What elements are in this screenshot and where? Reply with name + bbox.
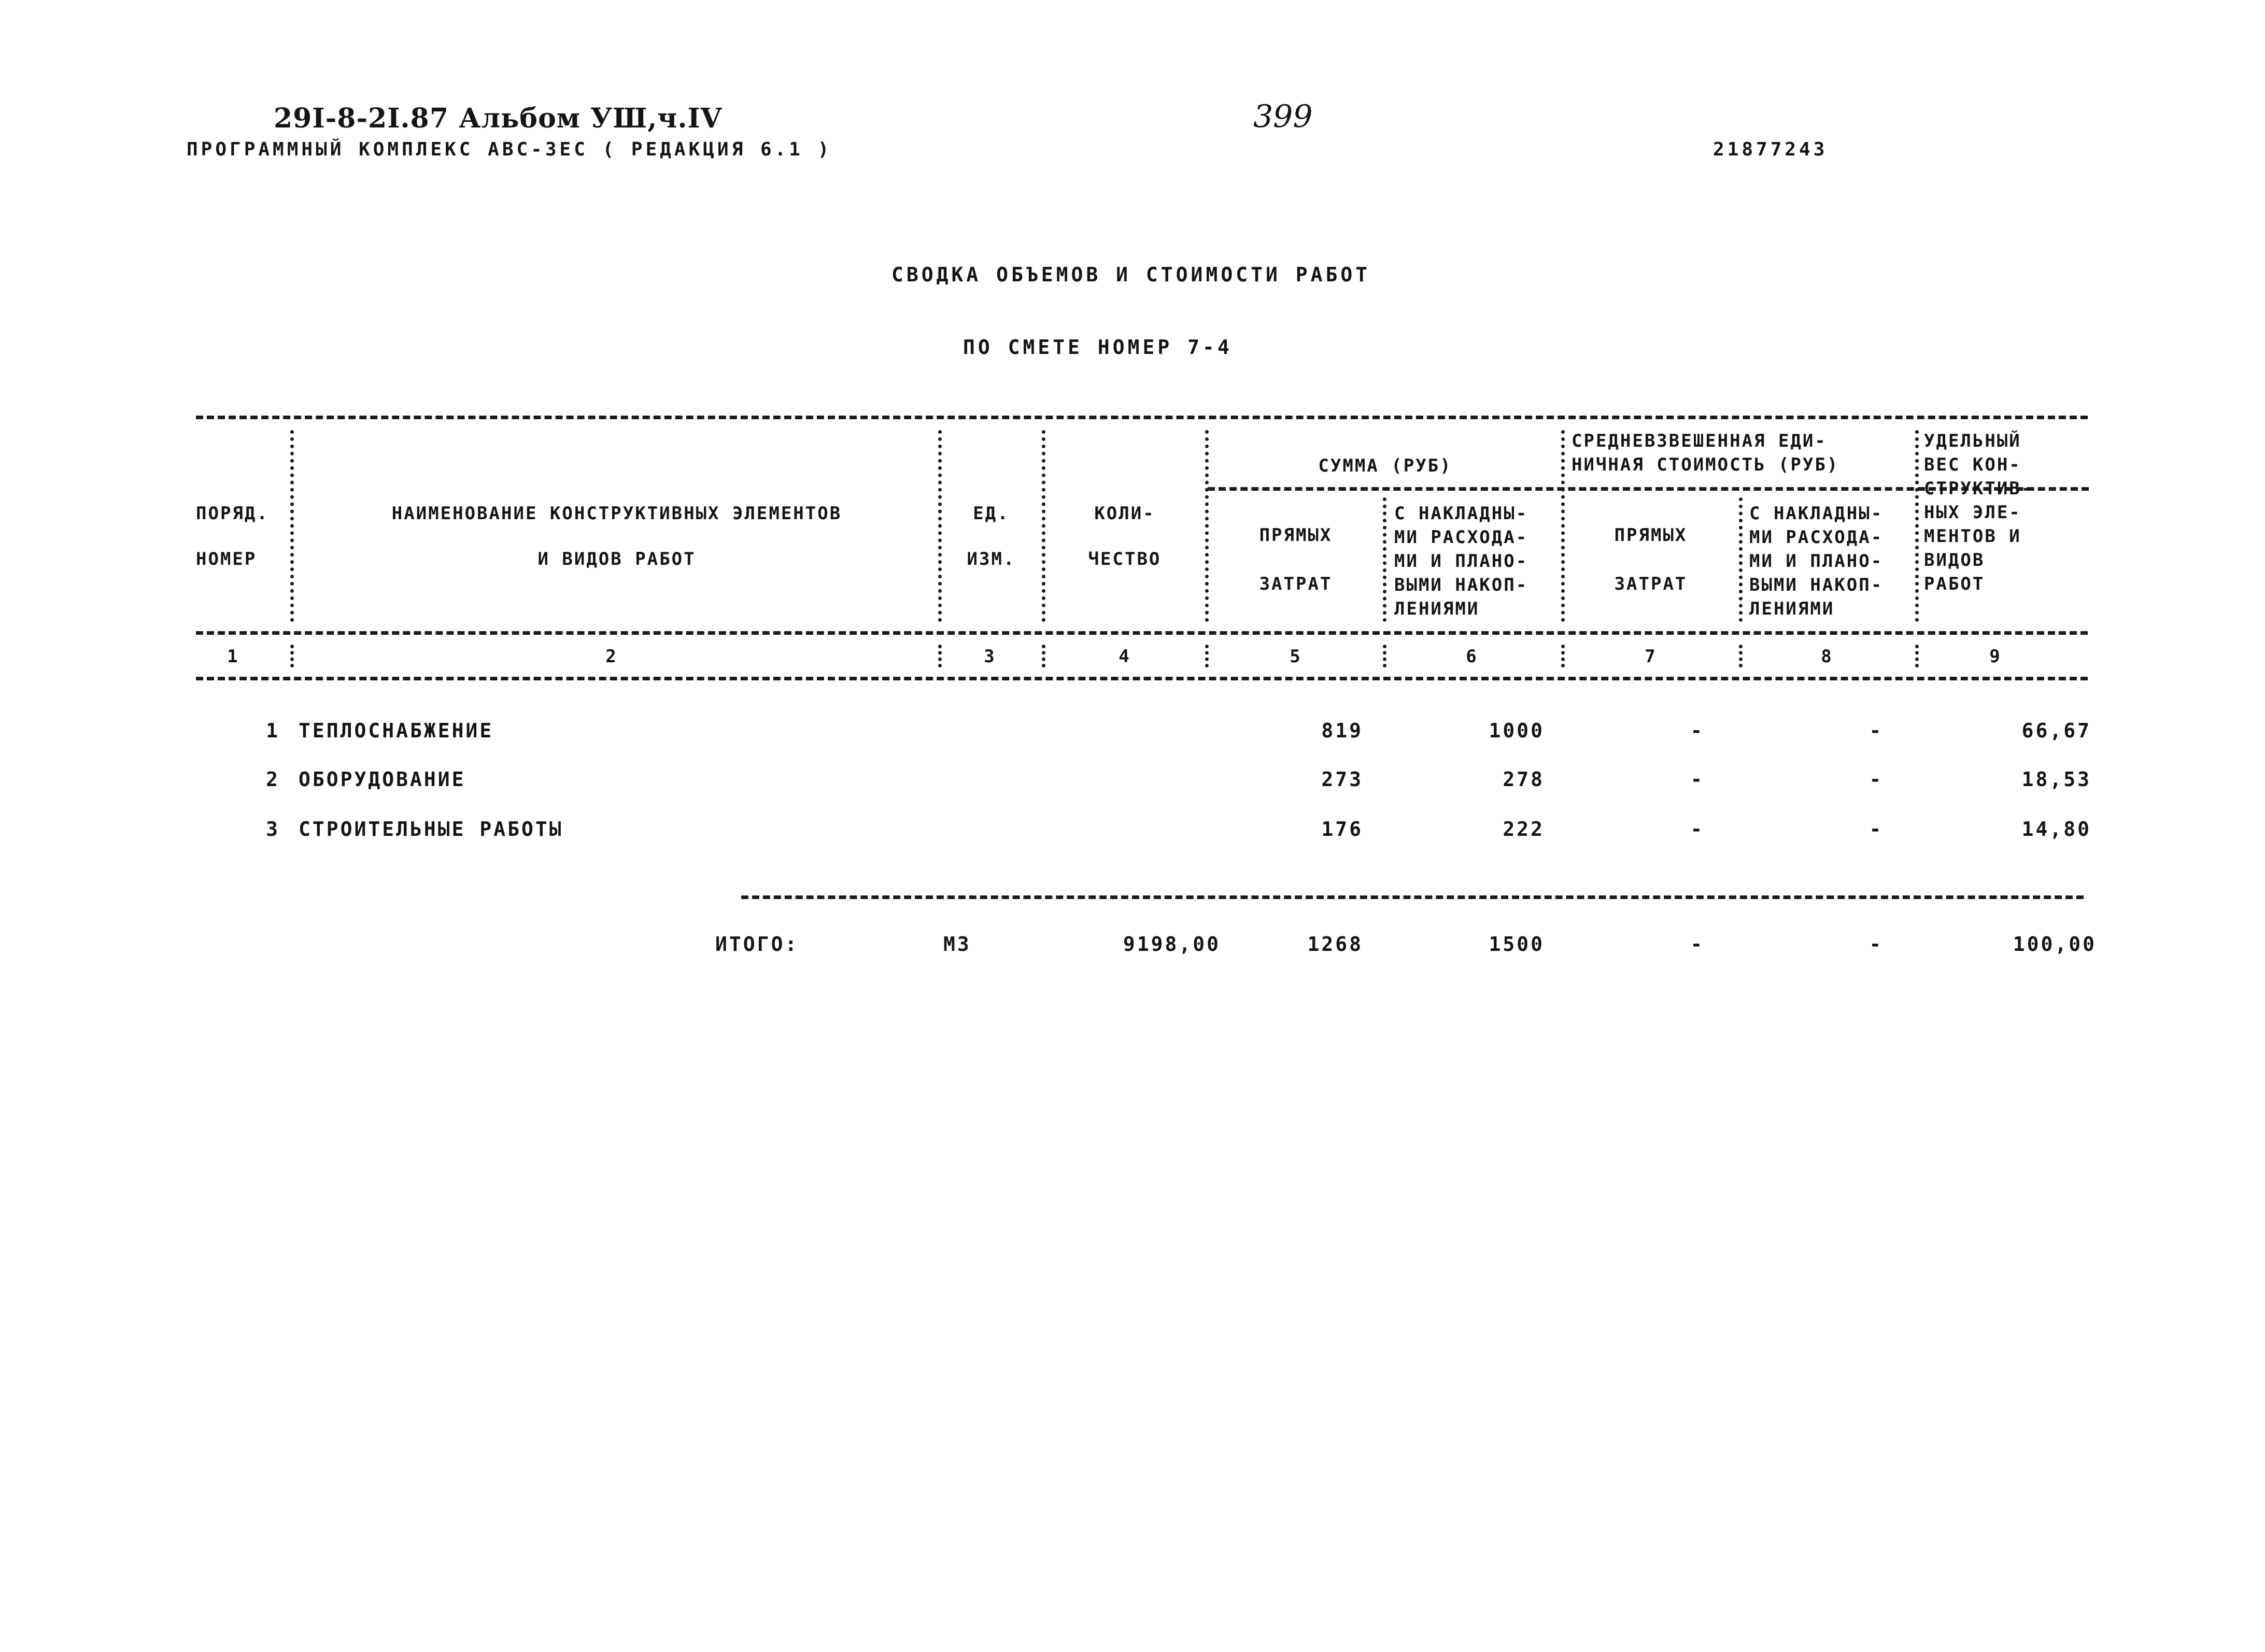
total-weight: 100,00	[2013, 933, 2097, 956]
row-name: ОБОРУДОВАНИЕ	[299, 768, 466, 791]
program-line: ПРОГРАММНЫЙ КОМПЛЕКС АВС-3ЕС ( РЕДАКЦИЯ 6.1 )	[187, 139, 832, 160]
col6-header-line: ВЫМИ НАКОП-	[1394, 575, 1528, 595]
col9-header-line: ВЕС КОН-	[1924, 454, 2021, 475]
column-separator	[1739, 645, 1743, 667]
col2-header-line2: И ВИДОВ РАБОТ	[537, 549, 696, 569]
column-number: 8	[1821, 646, 1833, 667]
column-separator	[1205, 645, 1209, 667]
col8-header-line: С НАКЛАДНЫ-	[1749, 503, 1884, 524]
column-separator	[1561, 430, 1565, 622]
column-number: 5	[1290, 646, 1302, 667]
row-number: 2	[266, 768, 280, 791]
sum-group-header: СУММА (РУБ)	[1318, 455, 1452, 476]
row-name: ТЕПЛОСНАБЖЕНИЕ	[299, 719, 494, 742]
total-direct-cost: 1268	[1307, 933, 1363, 956]
column-number: 7	[1645, 646, 1657, 667]
row-overhead-cost: 1000	[1489, 719, 1545, 742]
row-weight: 18,53	[2021, 768, 2091, 791]
col8-header-line: ВЫМИ НАКОП-	[1749, 575, 1884, 595]
column-separator	[1042, 645, 1045, 667]
column-separator	[1561, 645, 1565, 667]
report-title: СВОДКА ОБЪЕМОВ И СТОИМОСТИ РАБОТ	[891, 263, 1371, 286]
row-avg-overhead: -	[1869, 719, 1884, 742]
report-subtitle: ПО СМЕТЕ НОМЕР 7-4	[963, 336, 1233, 359]
col5-header-line2: ЗАТРАТ	[1259, 574, 1333, 594]
row-number: 3	[266, 818, 280, 841]
total-avg-overhead: -	[1869, 933, 1884, 956]
total-label: ИТОГО:	[715, 933, 799, 956]
document-code: 21877243	[1713, 139, 1828, 160]
total-avg-direct: -	[1690, 933, 1705, 956]
page-number: 399	[1253, 98, 1313, 135]
row-weight: 14,80	[2021, 818, 2091, 841]
total-rule	[741, 895, 2084, 899]
col6-header-line: С НАКЛАДНЫ-	[1394, 503, 1528, 524]
column-number: 4	[1119, 646, 1131, 667]
column-number: 2	[605, 646, 618, 667]
row-direct-cost: 176	[1321, 818, 1363, 841]
avg-group-header-line2: НИЧНАЯ СТОИМОСТЬ (РУБ)	[1572, 454, 1839, 475]
col7-header-line1: ПРЯМЫХ	[1614, 525, 1688, 546]
column-separator	[1383, 497, 1386, 622]
avg-group-header-line1: СРЕДНЕВЗВЕШЕННАЯ ЕДИ-	[1572, 431, 1827, 451]
column-separator	[1915, 645, 1919, 667]
col6-header-line: ЛЕНИЯМИ	[1394, 599, 1480, 619]
column-separator	[1915, 430, 1919, 622]
row-weight: 66,67	[2021, 719, 2091, 742]
col4-header-line1: КОЛИ-	[1094, 503, 1155, 524]
row-avg-direct: -	[1690, 719, 1705, 742]
col1-header-line1: ПОРЯД.	[196, 503, 269, 524]
row-overhead-cost: 222	[1503, 818, 1545, 841]
column-separator	[290, 430, 294, 622]
col8-header-line: ЛЕНИЯМИ	[1749, 599, 1835, 619]
col7-header-line2: ЗАТРАТ	[1614, 574, 1688, 594]
col9-header-line: НЫХ ЭЛЕ-	[1924, 502, 2021, 523]
row-overhead-cost: 278	[1503, 768, 1545, 791]
table-top-rule	[196, 416, 2088, 419]
row-name: СТРОИТЕЛЬНЫЕ РАБОТЫ	[299, 818, 563, 841]
column-separator	[290, 645, 294, 667]
col4-header-line2: ЧЕСТВО	[1088, 549, 1162, 569]
col8-header-line: МИ И ПЛАНО-	[1749, 551, 1884, 572]
row-avg-overhead: -	[1869, 818, 1884, 841]
row-number: 1	[266, 719, 280, 742]
col9-header-line: РАБОТ	[1924, 574, 1985, 594]
column-separator	[1383, 645, 1386, 667]
column-separator	[1739, 497, 1743, 622]
col1-header-line2: НОМЕР	[196, 549, 257, 569]
column-separator	[1205, 430, 1209, 622]
col9-header-line: УДЕЛЬНЫЙ	[1924, 431, 2021, 451]
col6-header-line: МИ РАСХОДА-	[1394, 527, 1528, 548]
row-avg-direct: -	[1690, 768, 1705, 791]
col6-header-line: МИ И ПЛАНО-	[1394, 551, 1528, 572]
col9-header-line: СТРУКТИВ-	[1924, 478, 2034, 499]
column-separator	[1042, 430, 1045, 622]
row-direct-cost: 273	[1321, 768, 1363, 791]
col9-header-line: МЕНТОВ И	[1924, 526, 2021, 547]
col8-header-line: МИ РАСХОДА-	[1749, 527, 1884, 548]
column-number: 1	[227, 646, 239, 667]
col5-header-line1: ПРЯМЫХ	[1259, 525, 1333, 546]
column-number: 6	[1466, 646, 1478, 667]
total-overhead-cost: 1500	[1489, 933, 1545, 956]
column-number: 3	[984, 646, 996, 667]
header-bottom-rule	[196, 631, 2088, 635]
total-quantity: 9198,00	[1123, 933, 1221, 956]
col2-header-line1: НАИМЕНОВАНИЕ КОНСТРУКТИВНЫХ ЭЛЕМЕНТОВ	[391, 503, 842, 524]
total-unit: М3	[943, 933, 971, 956]
col3-header-line1: ЕД.	[973, 503, 1010, 524]
column-number: 9	[1989, 646, 2002, 667]
column-separator	[938, 645, 942, 667]
row-avg-direct: -	[1690, 818, 1705, 841]
col3-header-line2: ИЗМ.	[967, 549, 1016, 569]
column-separator	[938, 430, 942, 622]
col9-header-line: ВИДОВ	[1924, 550, 1985, 571]
column-numbers-rule	[196, 677, 2088, 680]
album-reference: 29I-8-2I.87 Альбом УШ,ч.IV	[274, 103, 723, 134]
row-avg-overhead: -	[1869, 768, 1884, 791]
row-direct-cost: 819	[1321, 719, 1363, 742]
